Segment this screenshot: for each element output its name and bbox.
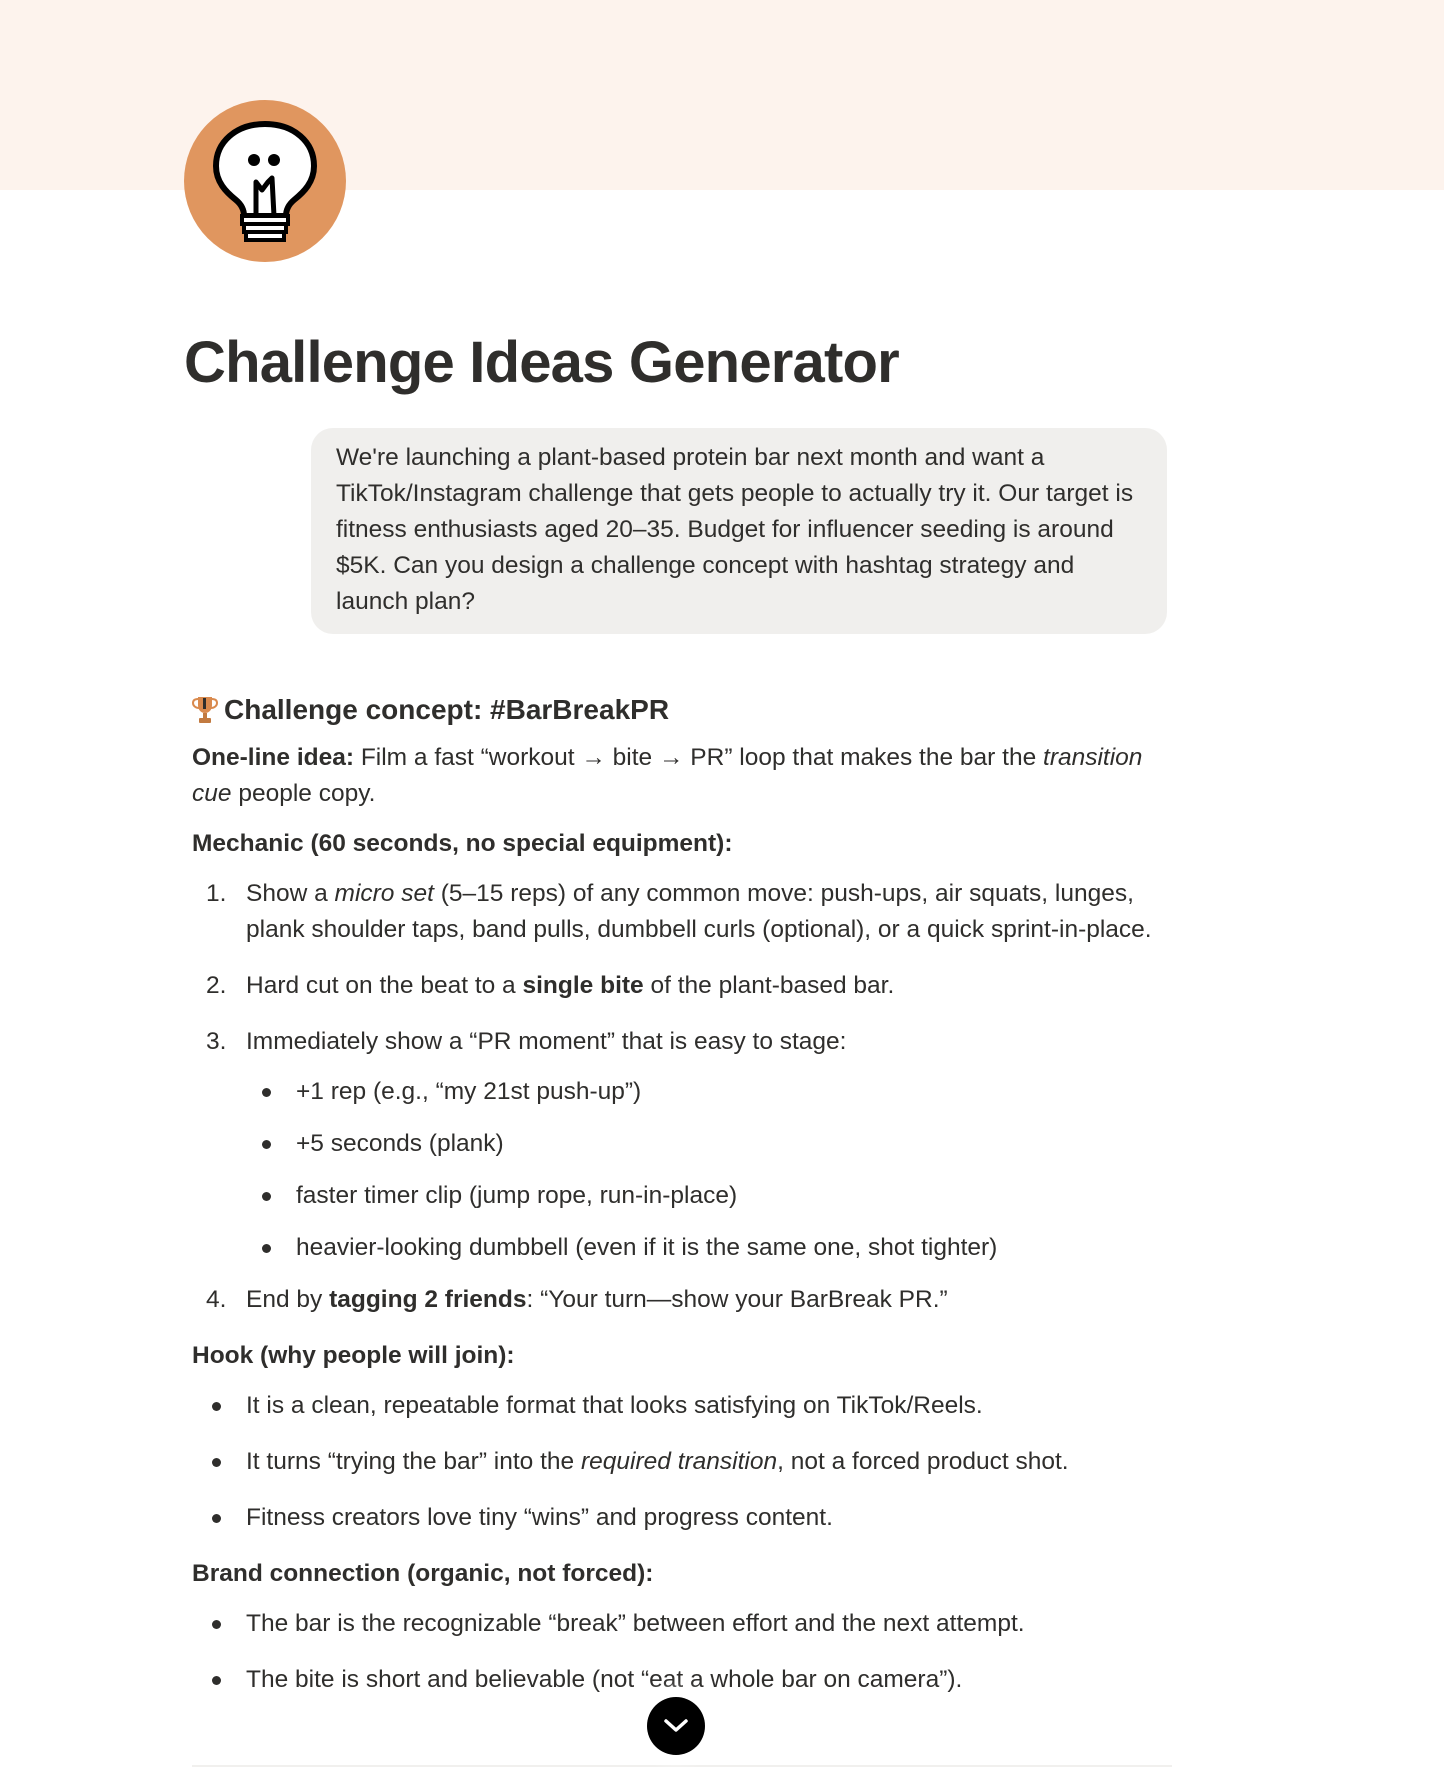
list-item: +5 seconds (plank) xyxy=(192,1126,1172,1162)
lightbulb-icon xyxy=(206,116,324,246)
hook-list xyxy=(192,1388,1172,1536)
list-item: The bite is short and believable (not “eat a whole bar on camera”). xyxy=(192,1662,1172,1698)
trophy-icon xyxy=(192,695,218,725)
list-item: Fitness creators love tiny “wins” and progress content. xyxy=(192,1500,1172,1536)
scroll-down-button[interactable] xyxy=(647,1697,705,1755)
list-item: +1 rep (e.g., “my 21st push-up”) xyxy=(192,1074,1172,1110)
brand-list xyxy=(192,1606,1172,1698)
list-item: heavier-looking dumbbell (even if it is the same one, shot tighter) xyxy=(192,1230,1172,1266)
response-content xyxy=(192,690,1172,1718)
hook-label: Hook (why people will join): xyxy=(192,1342,515,1369)
brand-label: Brand connection (organic, not forced): xyxy=(192,1560,654,1587)
mechanic-steps xyxy=(192,876,1172,1318)
list-item: faster timer clip (jump rope, run-in-place) xyxy=(192,1178,1172,1214)
user-query-bubble: We're launching a plant-based protein bar next month and want a TikTok/Instagram challenge that gets people to actually try it. Our target is fitness enthusiasts aged 20–35. Budget for influencer seeding is around $5K. Can you design a challenge concept with hashtag strategy and launch plan? xyxy=(311,428,1167,634)
list-item: 2. Hard cut on the beat to a single bite of the plant-based bar. xyxy=(206,972,895,999)
list-item: 3. Immediately show a “PR moment” that is easy to stage: +1 rep (e.g., “my 21st push-up”) +5 seconds (plank) faster timer clip (jump rope, run-in-place) heavier-looking dumbbell (even if it is the same one, shot tighter) xyxy=(192,1024,1172,1266)
list-item: It turns “trying the bar” into the required transition, not a forced product shot. xyxy=(192,1444,1172,1480)
chevron-down-icon xyxy=(663,1718,689,1734)
section-heading xyxy=(192,690,1172,730)
section-heading-text: Challenge concept: #BarBreakPR xyxy=(224,694,670,725)
pr-moment-list xyxy=(192,1074,1172,1266)
list-item: 4. End by tagging 2 friends: “Your turn—show your BarBreak PR.” xyxy=(206,1286,948,1313)
page-title: Challenge Ideas Generator xyxy=(184,330,899,395)
page-icon[interactable] xyxy=(184,100,346,262)
list-item: 1. Show a micro set (5–15 reps) of any common move: push-ups, air squats, lunges, plank shoulder taps, band pulls, dumbbell curls (optional), or a quick sprint-in-place. xyxy=(206,880,1152,943)
one-line-idea: One-line idea: Film a fast “workout → bite → PR” loop that makes the bar the transition cue people copy. xyxy=(192,744,1143,807)
mechanic-label: Mechanic (60 seconds, no special equipment): xyxy=(192,830,733,857)
list-item: The bar is the recognizable “break” between effort and the next attempt. xyxy=(192,1606,1172,1642)
list-item: It is a clean, repeatable format that looks satisfying on TikTok/Reels. xyxy=(192,1388,1172,1424)
divider xyxy=(192,1765,1172,1767)
